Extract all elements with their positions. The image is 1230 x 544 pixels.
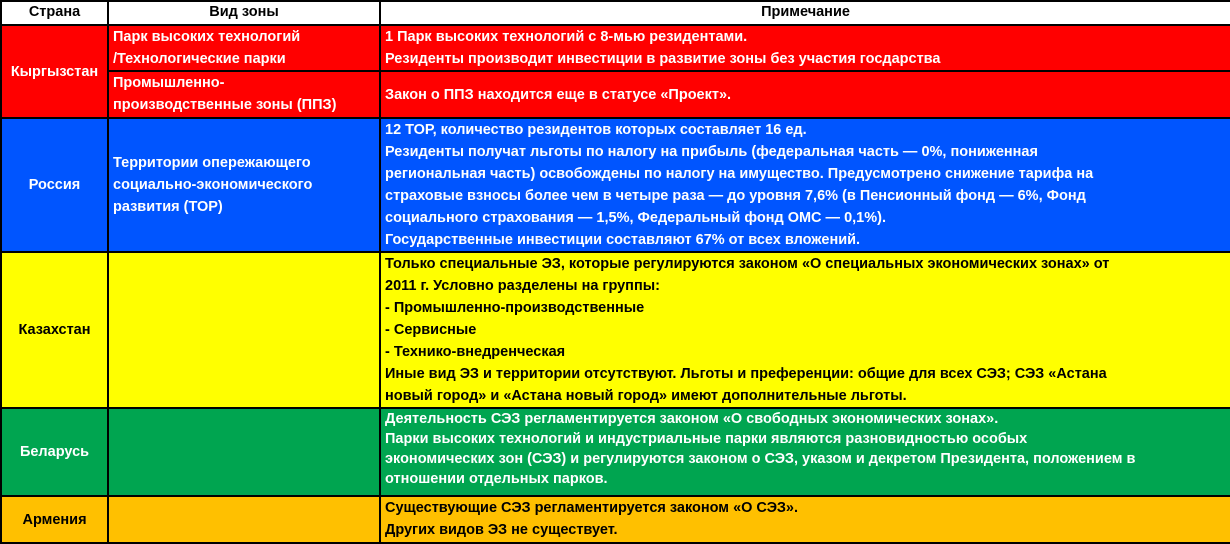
note-armenia: [380, 496, 1230, 543]
note-kazakhstan: [380, 252, 1230, 408]
country-belarus: Беларусь: [1, 408, 108, 496]
note-line: Парки высоких технологий и индустриальные парки являются разновидностью особых: [385, 431, 1028, 447]
note-line: - Технико-внедренческая: [385, 344, 566, 360]
note-line: 12 ТОР, количество резидентов которых составляет 16 ед.: [385, 122, 807, 138]
note-line: 2011 г. Условно разделены на группы:: [385, 278, 660, 294]
country-kyrgyzstan: Кыргызстан: [1, 25, 108, 118]
note-line: новый город» и «Астана новый город» имеют дополнительные льготы.: [385, 388, 907, 404]
note-kyrgyzstan-hitech: [380, 25, 1230, 71]
row-belarus: [1, 408, 1230, 496]
note-line: Только специальные ЭЗ, которые регулируются законом «О специальных экономических зонах» от: [385, 256, 1110, 272]
note-line: экономических зон (СЭЗ) и регулируются законом о СЭЗ, указом и декретом Президента, положением в: [385, 451, 1136, 467]
zone-kyrgyzstan-hitech: [108, 25, 380, 71]
country-kazakhstan: Казахстан: [1, 252, 108, 408]
note-kyrgyzstan-ppz: [380, 71, 1230, 118]
note-line: Резиденты получат льготы по налогу на прибыль (федеральная часть — 0%, пониженная: [385, 144, 1038, 160]
zone-russia: [108, 118, 380, 252]
zone-line: производственные зоны (ППЗ): [113, 97, 337, 113]
note-line: Государственные инвестиции составляют 67% от всех вложений.: [385, 232, 861, 248]
row-kyrgyzstan-1: [1, 25, 1230, 71]
zone-line: Территории опережающего: [113, 155, 311, 171]
note-line: Закон о ППЗ находится еще в статусе «Проект».: [385, 86, 732, 103]
zone-kyrgyzstan-ppz: [108, 71, 380, 118]
note-line: Резиденты производит инвестиции в развитие зоны без участия госдарства: [385, 51, 941, 67]
zone-belarus: [108, 408, 380, 496]
zone-line: социально-экономического: [113, 177, 313, 193]
note-belarus: [380, 408, 1230, 496]
note-line: Иные вид ЭЗ и территории отсутствуют. Льготы и преференции: общие для всех СЭЗ; СЭЗ «Астана: [385, 366, 1107, 382]
note-line: страховые взносы более чем в четыре раза — до уровня 7,6% (в Пенсионный фонд — 6%, Фонд: [385, 188, 1086, 204]
country-armenia: Армения: [1, 496, 108, 543]
header-note: Примечание: [380, 1, 1230, 25]
row-kyrgyzstan-2: [1, 71, 1230, 118]
header-row: [1, 1, 1230, 25]
row-russia: [1, 118, 1230, 252]
note-line: Других видов ЭЗ не существует.: [385, 522, 618, 538]
header-country: Страна: [1, 1, 108, 25]
zone-kazakhstan: [108, 252, 380, 408]
note-line: Деятельность СЭЗ регламентируется законом «О свободных экономических зонах».: [385, 411, 999, 427]
zone-line: Парк высоких технологий: [113, 29, 301, 45]
note-line: - Сервисные: [385, 322, 477, 338]
zone-line: Промышленно-: [113, 75, 225, 91]
country-russia: Россия: [1, 118, 108, 252]
zone-line: развития (ТОР): [113, 199, 223, 215]
note-line: отношении отдельных парков.: [385, 471, 608, 487]
note-line: 1 Парк высоких технологий с 8-мью резидентами.: [385, 29, 748, 45]
zone-line: /Технологические парки: [113, 51, 286, 67]
note-line: - Промышленно-производственные: [385, 300, 645, 316]
note-russia: [380, 118, 1230, 252]
header-zone: Вид зоны: [108, 1, 380, 25]
row-armenia: [1, 496, 1230, 543]
note-line: региональная часть) освобождены по налогу на имущество. Предусмотрено снижение тарифа на: [385, 166, 1094, 182]
row-kazakhstan: [1, 252, 1230, 408]
note-line: социального страхования — 1,5%, Федеральный фонд ОМС — 0,1%).: [385, 210, 886, 226]
zone-armenia: [108, 496, 380, 543]
note-line: Существующие СЭЗ регламентируется законом «О СЭЗ».: [385, 500, 799, 516]
